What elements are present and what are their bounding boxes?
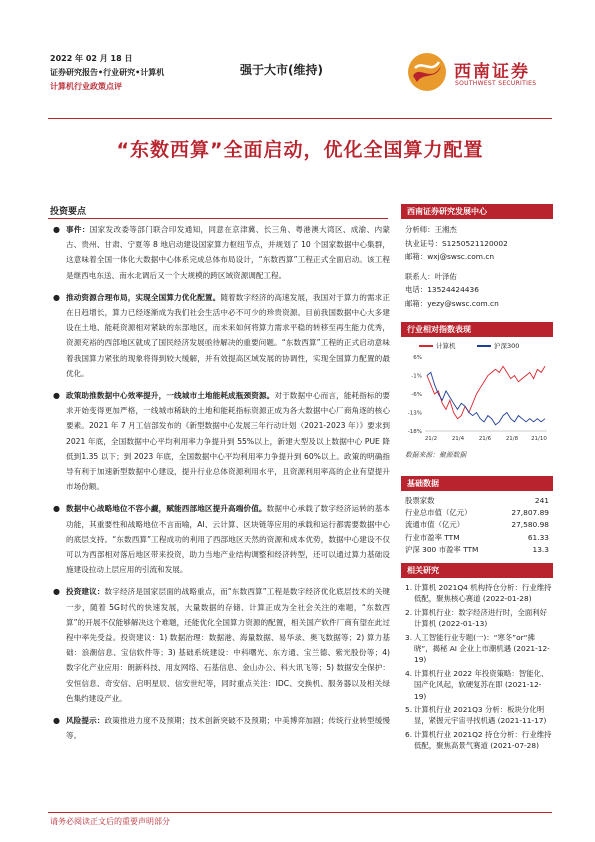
stat-value: 27,807.89 <box>511 508 549 518</box>
basic-data-header: 基础数据 <box>401 476 553 491</box>
stat-label: 行业总市值（亿元） <box>405 508 472 518</box>
report-number: 3. <box>405 632 413 642</box>
report-link[interactable] <box>405 582 553 605</box>
y-tick-label: -6% <box>411 392 422 398</box>
report-text: 计算机行业 2022 年投资策略：智能化、国产化风起，软硬复苏在即 (2021-12-19) <box>414 668 549 701</box>
point-text: 数据中心承载了数字经济运转的基本功能，其重要性和战略地位不言而喻，AI、云计算、区块链等应用的承载和运行都需要数据中心的底层支持。“东数西算”工程成功的利用了西部地区天然的资源和成本优势，数据中心建设不仅可以为西部相对落后地区带来投资，助力当地产业结构调整和经济转型，还可以通过算力基础设施建设拉动上层应用的引流和发展。 <box>66 504 391 575</box>
report-link[interactable] <box>405 607 553 630</box>
report-text: 计算机行业 2021Q3 分析：板块分化明显，紧握元宇宙寻找机遇 (2021-11-17) <box>414 705 547 726</box>
y-tick-label: 6% <box>413 355 422 361</box>
chart-source: 数据来源：聚源数据 <box>405 451 467 459</box>
report-number: 5. <box>405 705 413 715</box>
analyst-label: 分析师： <box>405 225 435 234</box>
x-tick-label: 21/2 <box>424 436 438 442</box>
footer-divider <box>48 812 552 813</box>
contact-header: 西南证券研究发展中心 <box>401 204 553 219</box>
email-label: 邮箱： <box>405 298 428 308</box>
legend-item-hs300 <box>477 341 519 350</box>
point-lead: 政策助推数据中心效率提升，一线城市土地能耗成瓶颈资源。 <box>66 391 275 401</box>
point-lead: 风险提示： <box>66 716 105 726</box>
point-text: 随着数字经济的高速发展，我国对于算力的需求正在日趋增长，算力已经逐渐成为我们社会生活中必不可少的珍贵资源。目前我国数据中心大多建设在土地、能耗资源相对紧缺的东部地区，而未来如何将算力需求平稳的转移至再生能力优秀，资源充裕的西部地区就成了国民经济发展亟待解决的重要问题。“东数西算”工程的正式启动意味着我国算力紧张的现象将得到较大缓解，并有效提高区域发展的协调性，实现全国算力配置的最优化。 <box>66 292 390 378</box>
point-lead: 事件： <box>66 225 90 234</box>
series-line-hs300 <box>427 372 545 424</box>
report-type: 证券研究报告•行业研究•计算机 <box>50 68 165 77</box>
point-layout <box>48 290 390 381</box>
analyst-email[interactable]: wxj@swsc.com.cn <box>427 252 495 261</box>
point-text: 对于数据中心而言，能耗指标的要求开始变得更加严格，一线城市稀缺的土地和能耗指标资源正成为各大数据中心厂商角逐的核心要素。2021 年 7 月工信部发布的《新型数据中心发展三年行动计划（2021-2023 年）》要求到 2021 年底，全国数据中心平均利用率力争提升到 55%以上，新建大型及以上数据中心 PUE 降低到1.35 以下；到 2023 年底，全国数据中心平均利用率力争提升到 60%以上。政策的明确指导有利于加速新型数据中心建设，提升行业总体资源利用水平，且资源利用率高的企业有望提升市场份额。 <box>66 391 391 492</box>
email-label: 邮箱： <box>405 252 428 261</box>
analyst-name: 王湘杰 <box>434 225 457 234</box>
report-text: 人工智能行业专题(一)：“寒冬”or“拂晓”，揭秘 AI 企业上市潮机遇 (2021-12-19) <box>414 632 550 665</box>
point-advice <box>48 584 390 706</box>
bullet-icon: ● <box>53 504 60 514</box>
header-divider <box>48 118 552 119</box>
footer-disclaimer: 请务必阅读正文后的重要声明部分 <box>50 817 170 826</box>
x-tick-label: 21/8 <box>505 436 519 442</box>
report-number: 6. <box>405 729 413 739</box>
logo-mark-icon <box>405 50 449 94</box>
report-title: “东数西算”全面启动，优化全国算力配置 <box>116 139 484 161</box>
license-label: 执业证号： <box>405 238 442 248</box>
liaison-email[interactable]: yezy@swsc.com.cn <box>427 298 499 308</box>
relative-index-chart <box>401 322 553 447</box>
related-research-list <box>401 578 553 752</box>
stat-row <box>405 519 549 531</box>
chart-plot <box>401 353 553 447</box>
bullet-icon: ● <box>53 391 60 401</box>
legend-item-industry <box>419 341 456 350</box>
point-lead: 数据中心战略地位不容小觑，赋能西部地区提升高端价值。 <box>66 504 267 514</box>
stat-value: 13.3 <box>532 544 549 554</box>
investment-heading: 投资要点 <box>50 207 87 217</box>
basic-data-box <box>401 476 553 556</box>
point-risk <box>48 713 390 743</box>
stat-label: 沪深 300 市盈率 TTM <box>405 544 479 554</box>
point-lead: 推动资源合理布局，实现全国算力优化配置。 <box>66 292 221 302</box>
basic-data-table <box>401 491 553 556</box>
report-category: 计算机行业政策点评 <box>50 82 122 91</box>
x-tick-label: 21/6 <box>478 436 492 442</box>
company-logo <box>405 50 555 94</box>
liaison-name: 叶泽佑 <box>434 271 457 281</box>
related-research-header: 相关研究 <box>401 563 553 578</box>
stat-row <box>405 544 549 556</box>
investment-divider <box>48 218 388 219</box>
logo-text-cn: 西南证券 <box>454 62 530 82</box>
stat-value: 241 <box>534 496 549 505</box>
x-tick-label: 21/4 <box>451 436 465 442</box>
point-policy <box>48 388 390 494</box>
bullet-icon: ● <box>53 225 60 234</box>
contact-box <box>401 204 553 310</box>
stat-row <box>405 495 549 507</box>
point-event <box>48 222 390 283</box>
stat-row <box>405 507 549 519</box>
point-lead: 投资建议： <box>66 587 105 597</box>
report-text: 计算机行业 2021Q2 持仓分析：行业维持低配，聚焦高景气赛道 (2021-07-28) <box>414 729 552 751</box>
chart-legend <box>401 341 553 353</box>
license-number: S1250521120002 <box>441 238 508 248</box>
report-link[interactable] <box>405 632 553 666</box>
series-line-industry <box>427 366 545 418</box>
bullet-icon: ● <box>53 292 60 302</box>
report-text: 计算机行业：数字经济进行时，全面利好计算机 (2022-01-13) <box>414 607 548 629</box>
report-link[interactable] <box>405 668 553 702</box>
stat-label: 股票家数 <box>405 496 435 505</box>
y-tick-label: -1% <box>411 373 422 380</box>
bullet-icon: ● <box>53 587 60 597</box>
phone-label: 电话： <box>405 285 428 294</box>
header-info <box>50 52 164 94</box>
bullet-icon: ● <box>53 716 60 726</box>
report-number: 4. <box>405 668 413 678</box>
point-strategy <box>48 501 390 577</box>
stat-label: 流通市值（亿元） <box>405 520 465 530</box>
liaison-label: 联系人： <box>405 271 435 281</box>
point-text: 政策推进力度不及预期；技术创新突破不及预期；中美博弈加剧；传统行业转型缓慢等。 <box>66 716 391 741</box>
report-date: 2022 年 02 月 18 日 <box>50 54 133 63</box>
y-tick-label: -13% <box>407 410 422 417</box>
report-text: 计算机 2021Q4 机构持仓分析：行业维持低配，聚焦核心赛道 (2022-01-28) <box>414 583 552 604</box>
stat-row <box>405 532 549 544</box>
report-link[interactable] <box>405 704 553 727</box>
contact-info <box>401 219 553 310</box>
chart-header: 行业相对指数表现 <box>401 322 553 337</box>
legend-label: 沪深300 <box>494 342 520 350</box>
report-number: 1. <box>405 583 413 592</box>
related-research-box <box>401 563 553 754</box>
stat-label: 行业市盈率 TTM <box>405 532 460 542</box>
logo-text-en: SOUTHWEST SECURITIES <box>455 80 537 87</box>
stat-value: 27,580.98 <box>511 520 549 530</box>
liaison-phone: 13524424436 <box>427 285 479 294</box>
industry-rating: 强于大市(维持) <box>240 63 323 77</box>
y-tick-label: -18% <box>407 429 422 435</box>
report-number: 2. <box>405 607 413 617</box>
point-text: 数字经济是国家层面的战略重点，而“东数西算”工程是数字经济优化底层技术的关键一步，随着 5G时代的快速发展，大量数据的存储、计算正成为全社会关注的难题，“东数西算”的开展不仅能够解决这个难题，还能优化全国算力资源的配置，相关国产软件厂商有望在此过程中率先受益。投资建议：1) 数据治理：数据港、海量数据、易华录、奥飞数据等；2) 算力基础：浪潮信息、宝信软件等；3) 基础系统建设：中科曙光、东方通、宝兰德、紫光股份等；4) 数字化产业应用：朗新科技、用友网络、石基信息、金山办公、科大讯飞等；5) 数据安全保护：安恒信息、奇安信、启明星辰、信安世纪等，同时重点关注：IDC、交换机、服务器以及相关绿色集约建设产业。 <box>66 587 390 703</box>
investment-points <box>48 222 390 751</box>
x-tick-label: 21/10 <box>531 436 547 442</box>
legend-label: 计算机 <box>436 342 456 350</box>
stat-value: 61.33 <box>527 532 549 542</box>
point-text: 国家发改委等部门联合印发通知，同意在京津冀、长三角、粤港澳大湾区、成渝、内蒙古、贵州、甘肃、宁夏等 8 地启动建设国家算力枢纽节点，并规划了 10 个国家数据中心集群，这意味着全国一体化大数据中心体系完成总体布局设计，“东数西算”工程正式全面启动。该工程是继西电东送、南水北调后又一个大规模的跨区域资源调配工程。 <box>66 225 390 280</box>
report-link[interactable] <box>405 729 553 752</box>
